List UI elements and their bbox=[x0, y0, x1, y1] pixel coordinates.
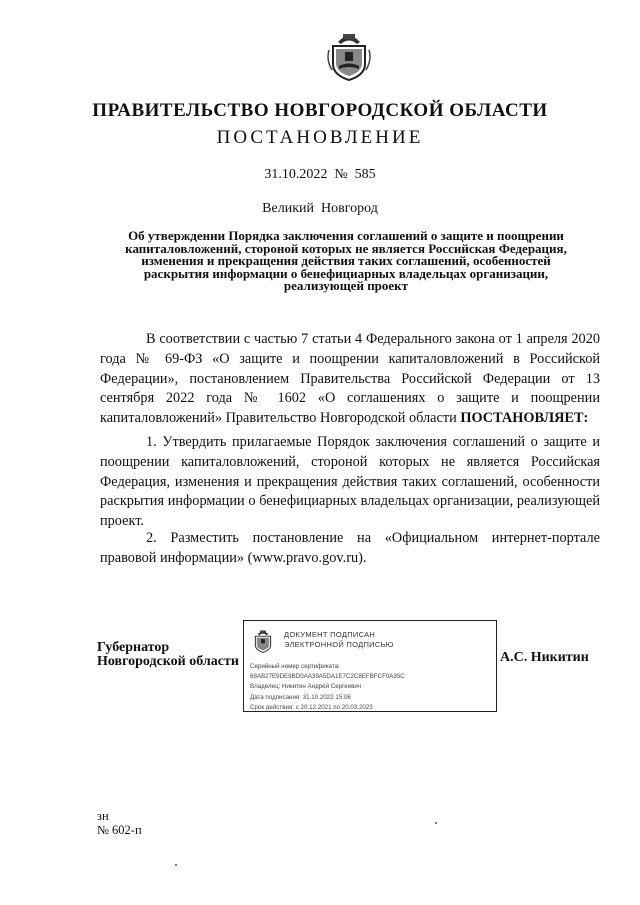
signer-title-line2: Новгородской области bbox=[97, 654, 239, 669]
stamp-cert-label: Серийный номер сертификата: bbox=[250, 663, 340, 670]
signer-title-line1: Губернатор bbox=[97, 640, 170, 655]
electronic-signature-stamp bbox=[243, 620, 497, 712]
signer-title bbox=[97, 641, 239, 669]
preamble-emphasis: ПОСТАНОВЛЯЕТ: bbox=[460, 410, 589, 427]
scan-speck bbox=[435, 822, 437, 824]
stamp-signed-date: Дата подписания: 31.10.2022 15:06 bbox=[250, 693, 351, 701]
item-2-paragraph: 2. Разместить постановление на «Официальном интернет-портале правовой информации» (www.pravo.gov.ru). bbox=[100, 530, 600, 566]
stamp-heading-line1: ДОКУМЕНТ ПОДПИСАН bbox=[284, 630, 376, 639]
stamp-heading-line2: ЭЛЕКТРОННОЙ ПОДПИСЬЮ bbox=[284, 639, 394, 649]
signer-name: А.С. Никитин bbox=[500, 650, 589, 665]
scan-speck bbox=[175, 864, 177, 866]
document-type: ПОСТАНОВЛЕНИЕ bbox=[216, 127, 424, 148]
preamble-text: В соответствии с частью 7 статьи 4 Федерального закона от 1 апреля 2020 года № 69-ФЗ «О защите и поощрении капиталовложений в Российской Федерации», постановлением Правительства Российской Федерации от 13 сентября 2022 года № 1602 «О соглашениях о защите и поощрении капиталовложений» Правительство Новгородской области bbox=[100, 331, 600, 427]
city: Великий Новгород bbox=[262, 201, 378, 216]
government-title: ПРАВИТЕЛЬСТВО НОВГОРОДСКОЙ ОБЛАСТИ bbox=[92, 100, 548, 121]
footer-note bbox=[97, 809, 142, 837]
stamp-cert-value: 68AB27E9DE9BD0AA39A5DA1E7C2C8EFBFCF0A35C bbox=[250, 673, 405, 681]
date-and-number: 31.10.2022 № 585 bbox=[264, 167, 376, 182]
item-1-paragraph: 1. Утвердить прилагаемые Порядок заключения соглашений о защите и поощрении капиталовложений, стороной которых не является Российская Федерация, изменения и прекращения действия таких соглашений, особенности раскрытия информации о бенефициарных владельцах организации, реализующей проект. bbox=[100, 434, 600, 530]
stamp-validity: Срок действия: с 20.12.2021 по 20.03.2023 bbox=[250, 703, 373, 711]
footer-number: № 602-п bbox=[97, 823, 142, 837]
novgorod-coat-of-arms-icon bbox=[252, 627, 274, 654]
novgorod-coat-of-arms-icon bbox=[326, 28, 372, 82]
preamble-paragraph bbox=[100, 330, 600, 429]
stamp-details bbox=[250, 662, 494, 713]
footer-initials: зн bbox=[97, 809, 109, 823]
document-subject: Об утверждении Порядка заключения соглашений о защите и поощрении капиталовложений, стороной которых не является Российская Федерация, изменения и прекращения действия таких соглашений, особенностей раскрытия информации о бенефициарных владельцах организации, реализующей проект bbox=[125, 228, 567, 293]
stamp-owner: Владелец: Никитин Андрей Сергеевич bbox=[250, 683, 362, 691]
stamp-heading bbox=[284, 630, 484, 649]
